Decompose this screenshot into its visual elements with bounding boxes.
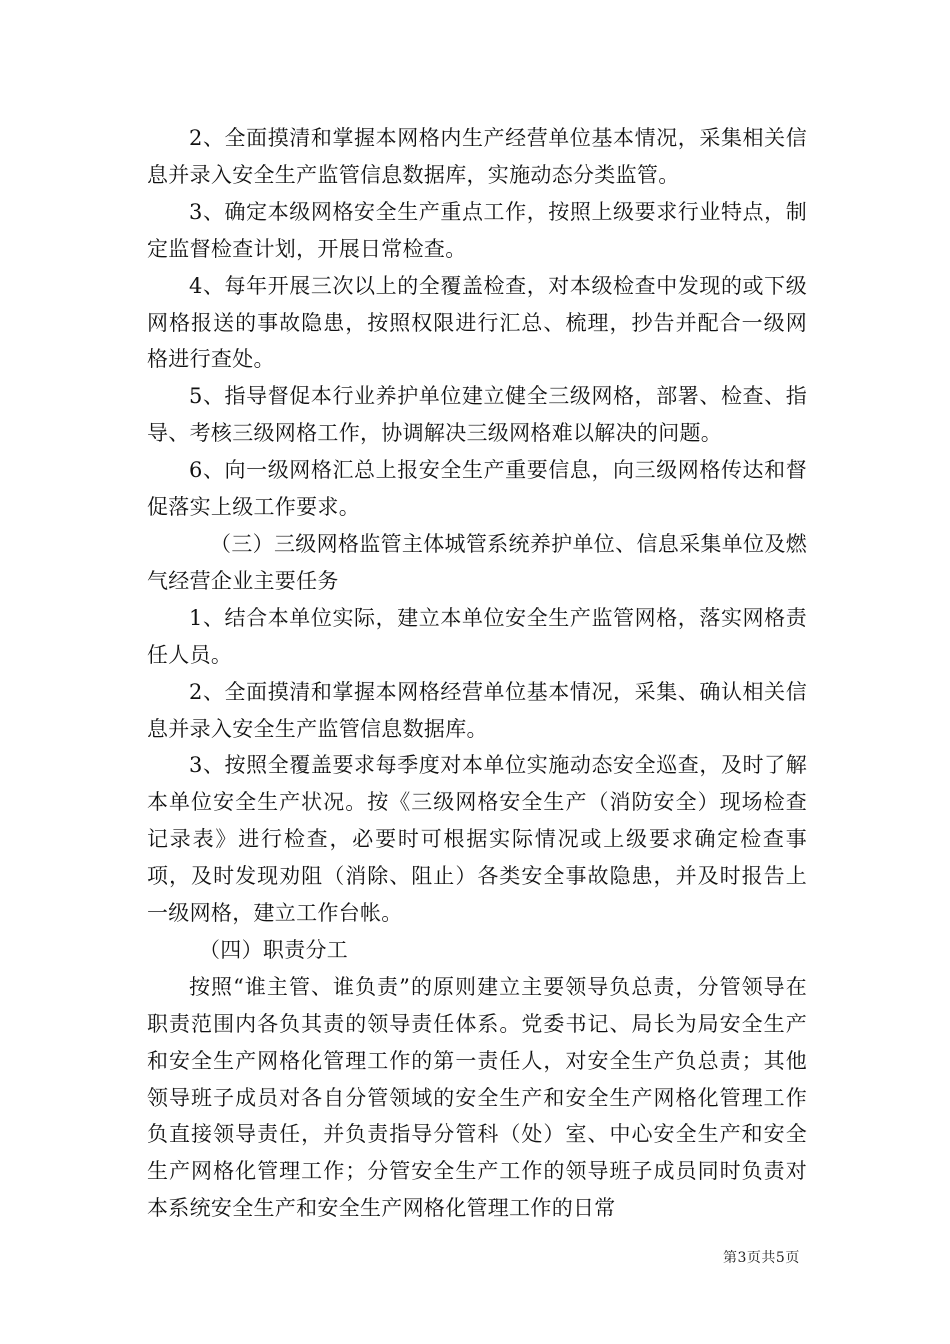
section-heading-four: （四）职责分工 <box>199 937 349 962</box>
paragraph-item-2: 2、全面摸清和掌握本网格内生产经营单位基本情况，采集相关信息并录入安全生产监管信息数据库，实施动态分类监管。 <box>147 126 807 187</box>
paragraph-responsibility: 按照“谁主管、谁负责”的原则建立主要领导负总责，分管领导在职责范围内各负其责的领导责任体系。党委书记、局长为局安全生产和安全生产网格化管理工作的第一责任人，对安全生产负总责；其他领导班子成员对各自分管领域的安全生产和安全生产网格化管理工作负直接领导责任，并负责指导分管科（处）室、中心安全生产和安全生产网格化管理工作；分管安全生产工作的领导班子成员同时负责对本系统安全生产和安全生产网格化管理工作的日常 <box>147 974 807 1221</box>
section-heading-three: （三）三级网格监管主体城管系统养护单位、信息采集单位及燃气经营企业主要任务 <box>147 531 807 593</box>
paragraph-item-2b: 2、全面摸清和掌握本网格经营单位基本情况，采集、确认相关信息并录入安全生产监管信息数据库。 <box>147 679 807 741</box>
document-body <box>147 120 807 1227</box>
paragraph-item-6: 6、向一级网格汇总上报安全生产重要信息，向三级网格传达和督促落实上级工作要求。 <box>147 458 807 520</box>
paragraph-item-3: 3、确定本级网格安全生产重点工作，按照上级要求行业特点，制定监督检查计划，开展日常检查。 <box>147 199 807 261</box>
paragraph-item-5: 5、指导督促本行业养护单位建立健全三级网格，部署、检查、指导、考核三级网格工作，协调解决三级网格难以解决的问题。 <box>147 384 807 446</box>
paragraph-item-1: 1、结合本单位实际，建立本单位安全生产监管网格，落实网格责任人员。 <box>147 605 807 667</box>
paragraph-item-3b: 3、按照全覆盖要求每季度对本单位实施动态安全巡查，及时了解本单位安全生产状况。按《三级网格安全生产（消防安全）现场检查记录表》进行检查，必要时可根据实际情况或上级要求确定检查事项，及时发现劝阻（消除、阻止）各类安全事故隐患，并及时报告上一级网格，建立工作台帐。 <box>147 753 807 926</box>
paragraph-item-4: 4、每年开展三次以上的全覆盖检查，对本级检查中发现的或下级网格报送的事故隐患，按照权限进行汇总、梳理，抄告并配合一级网格进行查处。 <box>147 273 807 372</box>
page-number: 第3页共5页 <box>723 1250 800 1266</box>
